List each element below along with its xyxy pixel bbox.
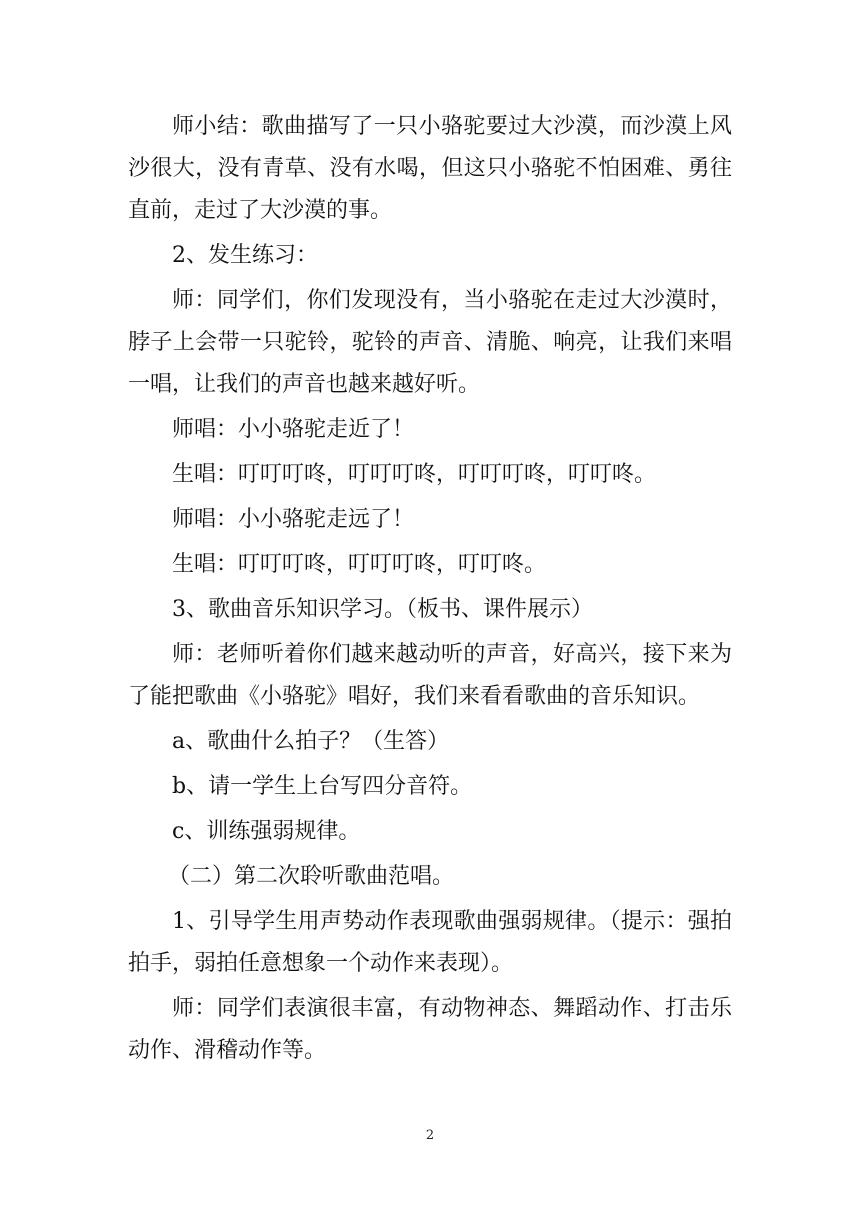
paragraph-guide: 1、引导学生用声势动作表现歌曲强弱规律。（提示：强拍拍手，弱拍任意想象一个动作来表现）。 (128, 909, 732, 976)
page-number: 2 (425, 1128, 435, 1143)
paragraph-teacher-sing-far: 师唱：小小骆驼走远了！ (172, 507, 415, 532)
paragraph-summary: 师小结：歌曲描写了一只小骆驼要过大沙漠，而沙漠上风沙很大，没有青草、没有水喝，但这只小骆驼不怕困难、勇往直前，走过了大沙漠的事。 (128, 114, 732, 223)
paragraph-student-sing-2: 生唱：叮叮叮咚，叮叮叮咚，叮叮咚。 (172, 552, 547, 577)
paragraph-teacher-praise: 师：同学们表演很丰富，有动物神态、舞蹈动作、打击乐动作、滑稽动作等。 (128, 996, 732, 1063)
paragraph-section-two: （二）第二次聆听歌曲范唱。 (168, 864, 455, 889)
paragraph-teacher-sing-near: 师唱：小小骆驼走近了！ (172, 417, 415, 442)
paragraph-item-b: b、请一学生上台写四分音符。 (172, 774, 473, 799)
paragraph-teacher-knowledge: 师：老师听着你们越来越动听的声音，好高兴，接下来为了能把歌曲《小骆驼》唱好，我们来看看歌曲的音乐知识。 (128, 642, 732, 709)
paragraph-teacher-intro: 师：同学们，你们发现没有，当小骆驼在走过大沙漠时，脖子上会带一只驼铃，驼铃的声音、清脆、响亮，让我们来唱一唱，让我们的声音也越来越好听。 (128, 288, 732, 397)
paragraph-heading-knowledge: 3、歌曲音乐知识学习。（板书、课件展示） (172, 597, 593, 622)
paragraph-heading-practice: 2、发生练习： (172, 243, 318, 268)
paragraph-student-sing-1: 生唱：叮叮叮咚，叮叮叮咚，叮叮叮咚，叮叮咚。 (172, 462, 657, 487)
document-body (128, 106, 732, 1075)
paragraph-item-c: c、训练强弱规律。 (172, 819, 361, 844)
paragraph-item-a: a、歌曲什么拍子？（生答） (172, 729, 450, 754)
